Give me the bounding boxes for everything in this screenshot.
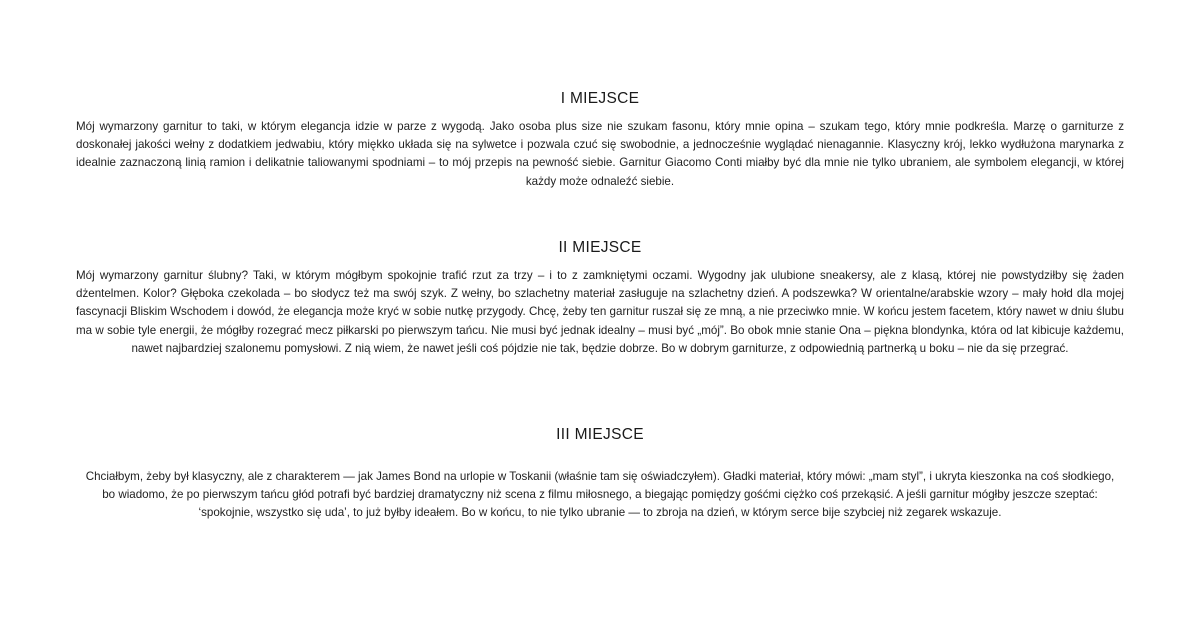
section-first-place	[76, 90, 1124, 191]
section-third-place	[76, 426, 1124, 523]
section-heading: II MIEJSCE	[558, 239, 642, 256]
section-text: Mój wymarzony garnitur to taki, w którym elegancja idzie w parze z wygodą. Jako osoba plus size nie szukam fasonu, który mnie opina – szukam tego, który mnie podkreśla. Marzę o garniturze z doskonałej jakości wełny z dodatkiem jedwabiu, który miękko układa się na sylwetce i pozwala czuć się swobodnie, a jednocześnie wyglądać nienagannie. Klasyczny krój, lekko wydłużona marynarka z idealnie zaznaczoną linią ramion i delikatnie taliowanymi spodniami – to mój przepis na pewność siebie. Garnitur Giacomo Conti miałby być dla mnie nie tylko ubraniem, ale symbolem elegancji, w której każdy może odnaleźć siebie.	[76, 120, 1124, 188]
section-text: Mój wymarzony garnitur ślubny? Taki, w którym mógłbym spokojnie trafić rzut za trzy – i to z zamkniętymi oczami. Wygodny jak ulubione sneakersy, ale z klasą, której nie powstydziłby się żaden dżentelmen. Kolor? Głęboka czekolada – bo słodycz też ma swój szyk. Z wełny, bo szlachetny materiał zasługuje na szlachetny dzień. A podszewka? W orientalne/arabskie wzory – mały hołd dla mojej fascynacji Bliskim Wschodem i dowód, że elegancja może kryć w sobie nutkę przygody. Chcę, żeby ten garnitur ruszał się ze mną, a nie przeciwko mnie. W końcu jestem facetem, który nawet w dniu ślubu ma w sobie tyle energii, że mógłby rozegrać mecz piłkarski po pierwszym tańcu. Nie musi być jednak idealny – musi być „mój”. Bo obok mnie stanie Ona – piękna blondynka, która od lat kibicuje każdemu, nawet najbardziej szalonemu pomysłowi. Z nią wiem, że nawet jeśli coś pójdzie nie tak, będzie dobrze. Bo w dobrym garniturze, z odpowiednią partnerką u boku – nie da się przegrać.	[76, 269, 1124, 355]
section-second-place	[76, 239, 1124, 358]
section-text: Chciałbym, żeby był klasyczny, ale z charakterem — jak James Bond na urlopie w Toskanii (właśnie tam się oświadczyłem). Gładki materiał, który mówi: „mam styl”, i ukryta kieszonka na coś słodkiego, bo wiadomo, że po pierwszym tańcu głód potrafi być bardziej dramatyczny niż scena z filmu miłosnego, a biegając pomiędzy gośćmi ciężko coś przekąsić. A jeśli garnitur mógłby jeszcze szeptać: ‘spokojnie, wszystko się uda’, to już byłby ideałem. Bo w końcu, to nie tylko ubranie — to zbroja na dzień, w którym serce bije szybciej niż zegarek wskazuje.	[85, 470, 1115, 520]
section-heading: I MIEJSCE	[560, 90, 640, 107]
section-heading: III MIEJSCE	[556, 426, 644, 443]
